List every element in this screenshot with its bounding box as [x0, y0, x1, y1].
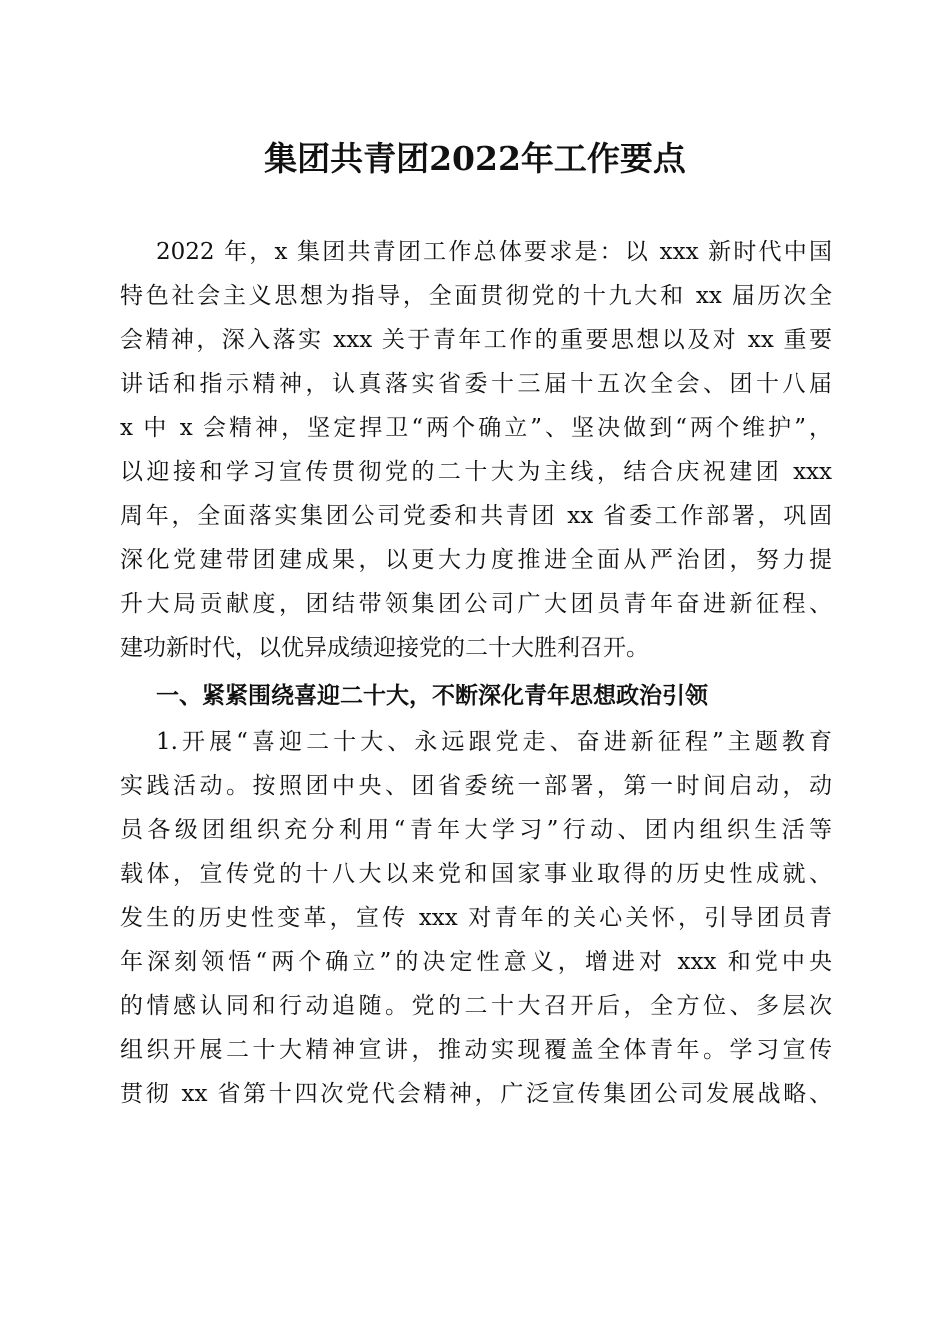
- intro-line: 建功新时代，以优异成绩迎接党的二十大胜利召开。: [120, 635, 649, 661]
- item-line: 贯彻 xx 省第十四次党代会精神，广泛宣传集团公司发展战略、: [120, 1081, 832, 1107]
- item-line: 1.开展“喜迎二十大、永远跟党走、奋进新征程”主题教育: [156, 729, 832, 755]
- intro-line: 讲话和指示精神，认真落实省委十三届十五次全会、团十八届: [120, 371, 832, 397]
- item-line: 组织开展二十大精神宣讲，推动实现覆盖全体青年。学习宣传: [120, 1037, 832, 1063]
- item-line: 发生的历史性变革，宣传 xxx 对青年的关心关怀，引导团员青: [120, 905, 832, 931]
- intro-line: 升大局贡献度，团结带领集团公司广大团员青年奋进新征程、: [120, 591, 832, 617]
- item-line: 员各级团组织充分利用“青年大学习”行动、团内组织生活等: [120, 817, 832, 843]
- intro-line: 特色社会主义思想为指导，全面贯彻党的十九大和 xx 届历次全: [120, 283, 832, 309]
- item-line: 年深刻领悟“两个确立”的决定性意义，增进对 xxx 和党中央: [120, 949, 832, 975]
- intro-line: 会精神，深入落实 xxx 关于青年工作的重要思想以及对 xx 重要: [120, 327, 832, 353]
- item-line: 实践活动。按照团中央、团省委统一部署，第一时间启动，动: [120, 773, 832, 799]
- item-line: 的情感认同和行动追随。党的二十大召开后，全方位、多层次: [120, 993, 832, 1019]
- section-heading: 一、紧紧围绕喜迎二十大，不断深化青年思想政治引领: [156, 683, 708, 709]
- document-title: 集团共青团2022年工作要点: [264, 139, 686, 178]
- intro-line: 周年，全面落实集团公司党委和共青团 xx 省委工作部署，巩固: [120, 503, 832, 529]
- intro-line: 2022 年，x 集团共青团工作总体要求是：以 xxx 新时代中国: [156, 239, 832, 265]
- intro-line: 深化党建带团建成果，以更大力度推进全面从严治团，努力提: [120, 547, 832, 573]
- intro-line: 以迎接和学习宣传贯彻党的二十大为主线，结合庆祝建团 xxx: [120, 459, 832, 485]
- item-line: 载体，宣传党的十八大以来党和国家事业取得的历史性成就、: [120, 861, 832, 887]
- intro-line: x 中 x 会精神，坚定捍卫“两个确立”、坚决做到“两个维护”，: [120, 415, 832, 441]
